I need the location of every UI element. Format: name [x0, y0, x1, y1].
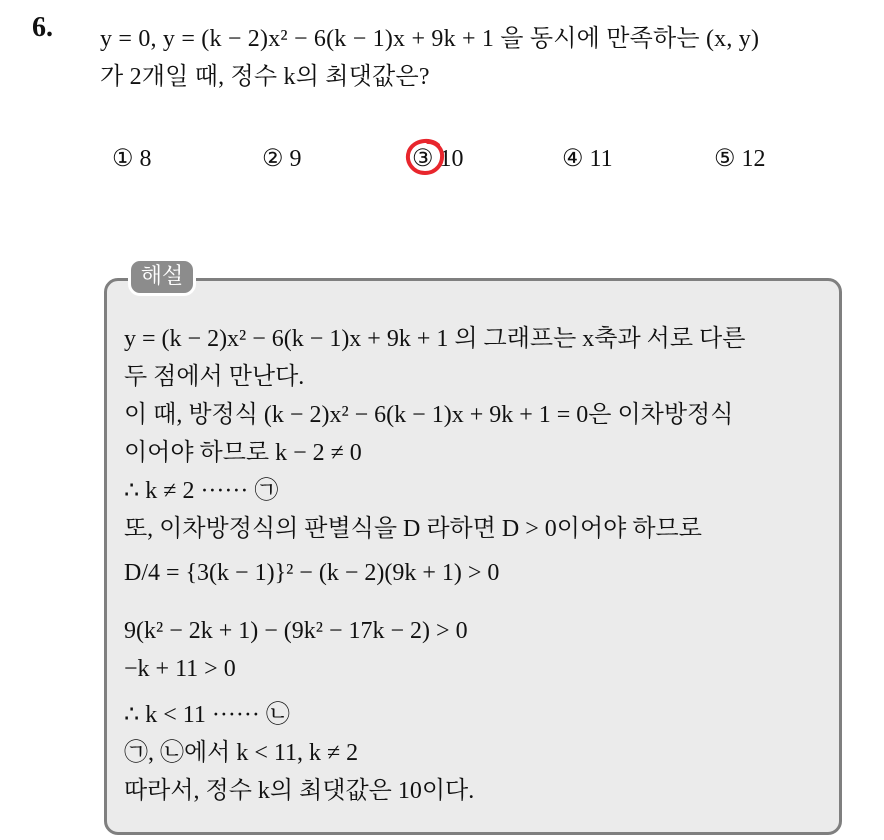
solution-line-5: ∴ k ≠ 2 ······ ㉠ — [124, 478, 279, 504]
solution-line-1: y = (k − 2)x² − 6(k − 1)x + 9k + 1 의 그래프는 x축과 서로 다른 — [124, 326, 746, 352]
solution-line-8: 9(k² − 2k + 1) − (9k² − 17k − 2) > 0 — [124, 618, 468, 644]
solution-line-6: 또, 이차방정식의 판별식을 D 라하면 D > 0이어야 하므로 — [124, 516, 702, 542]
choice-3-symbol: ③ — [412, 146, 434, 172]
choice-1[interactable] — [112, 144, 152, 173]
choice-3[interactable] — [412, 144, 464, 173]
question-line-2: 가 2개일 때, 정수 k의 최댓값은? — [100, 64, 430, 90]
choice-5[interactable] — [714, 144, 766, 173]
choice-5-symbol: ⑤ — [714, 146, 736, 172]
solution-line-11: ㉠, ㉡에서 k < 11, k ≠ 2 — [124, 740, 359, 766]
choice-4-value: 11 — [589, 146, 613, 172]
choice-4[interactable] — [562, 144, 613, 173]
solution-line-2: 두 점에서 만난다. — [124, 364, 305, 390]
choice-1-value: 8 — [139, 146, 152, 172]
question-number: 6. — [32, 12, 53, 43]
solution-line-9: −k + 11 > 0 — [124, 656, 236, 682]
choice-3-value: 10 — [439, 146, 464, 172]
solution-tab-label: 해설 — [128, 258, 196, 296]
choice-5-value: 12 — [741, 146, 766, 172]
choice-2-symbol: ② — [262, 146, 284, 172]
solution-line-3: 이 때, 방정식 (k − 2)x² − 6(k − 1)x + 9k + 1 = 0은 이차방정식 — [124, 402, 734, 428]
choice-2[interactable] — [262, 144, 302, 173]
solution-line-10: ∴ k < 11 ······ ㉡ — [124, 702, 290, 728]
question-line-1: y = 0, y = (k − 2)x² − 6(k − 1)x + 9k + 1 을 동시에 만족하는 (x, y) — [100, 26, 760, 52]
solution-line-4: 이어야 하므로 k − 2 ≠ 0 — [124, 440, 362, 466]
solution-line-7: D/4 = {3(k − 1)}² − (k − 2)(9k + 1) > 0 — [124, 560, 500, 586]
choice-2-value: 9 — [289, 146, 302, 172]
choice-4-symbol: ④ — [562, 146, 584, 172]
solution-line-12: 따라서, 정수 k의 최댓값은 10이다. — [124, 778, 475, 804]
choice-1-symbol: ① — [112, 146, 134, 172]
